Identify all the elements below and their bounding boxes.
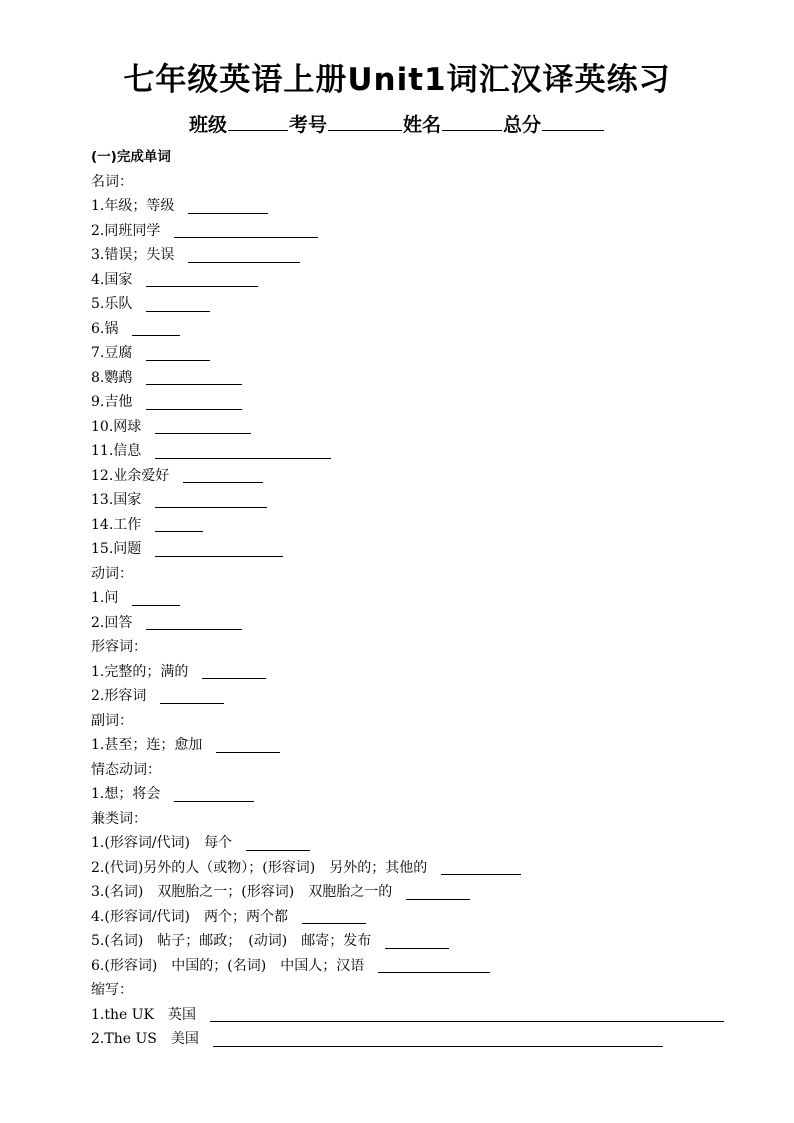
- exercise-item: [91, 733, 751, 758]
- answer-blank[interactable]: [202, 664, 266, 679]
- item-text: 4.国家: [91, 271, 133, 288]
- exercise-item: [91, 219, 751, 244]
- answer-blank[interactable]: [302, 909, 366, 924]
- exercise-item: [91, 243, 751, 268]
- exercise-item: [91, 341, 751, 366]
- answer-blank[interactable]: [155, 419, 251, 434]
- exercise-item: [91, 611, 751, 636]
- item-text: 10.网球: [91, 418, 142, 435]
- answer-blank[interactable]: [146, 297, 210, 312]
- score-blank[interactable]: [542, 110, 604, 131]
- exercise-item: [91, 831, 751, 856]
- answer-blank[interactable]: [155, 542, 283, 557]
- exercise-item: [91, 905, 751, 930]
- exercise-item: [91, 1003, 751, 1028]
- category-label: [91, 758, 751, 783]
- item-text: 8.鹦鹉: [91, 369, 133, 386]
- item-text: 名词：: [91, 173, 133, 190]
- answer-blank[interactable]: [160, 689, 224, 704]
- item-text: 2.形容词: [91, 688, 147, 704]
- item-text: 1.the UK 英国: [91, 1006, 196, 1023]
- category-label: [91, 635, 751, 660]
- answer-blank[interactable]: [132, 591, 180, 606]
- category-label: [91, 807, 751, 832]
- answer-blank[interactable]: [146, 395, 242, 410]
- exercise-item: [91, 194, 751, 219]
- exercise-item: [91, 586, 751, 611]
- answer-blank[interactable]: [385, 934, 449, 949]
- item-text: 2.The US 美国: [91, 1031, 199, 1047]
- answer-blank[interactable]: [146, 346, 210, 361]
- exercise-list: [91, 145, 751, 1052]
- category-label: [91, 709, 751, 734]
- item-text: 4.(形容词/代词) 两个；两个都: [91, 908, 288, 925]
- name-blank[interactable]: [442, 110, 502, 131]
- category-label: [91, 562, 751, 587]
- exercise-item: [91, 880, 751, 905]
- item-text: 2.同班同学: [91, 222, 161, 239]
- item-text: 13.国家: [91, 492, 142, 508]
- exercise-item: [91, 390, 751, 415]
- exercise-item: [91, 954, 751, 979]
- exercise-item: [91, 684, 751, 709]
- item-text: 1.问: [91, 590, 119, 606]
- item-text: 动词：: [91, 565, 133, 582]
- answer-blank[interactable]: [146, 370, 242, 385]
- answer-blank[interactable]: [155, 493, 267, 508]
- exercise-item: [91, 929, 751, 954]
- class-label: 班级: [188, 114, 227, 136]
- answer-blank[interactable]: [441, 860, 521, 875]
- item-text: 9.吉他: [91, 394, 133, 410]
- item-text: 兼类词：: [91, 810, 147, 827]
- answer-blank[interactable]: [378, 958, 490, 973]
- answer-blank[interactable]: [406, 885, 470, 900]
- answer-blank[interactable]: [188, 199, 268, 214]
- answer-blank[interactable]: [183, 468, 263, 483]
- exercise-item: [91, 439, 751, 464]
- exercise-item: [91, 415, 751, 440]
- item-text: 1.甚至；连；愈加: [91, 737, 203, 753]
- item-text: 7.豆腐: [91, 345, 133, 361]
- item-text: 15.问题: [91, 541, 142, 557]
- exercise-item: [91, 513, 751, 538]
- item-text: 5.乐队: [91, 296, 133, 312]
- answer-blank[interactable]: [155, 517, 203, 532]
- answer-blank[interactable]: [146, 272, 258, 287]
- item-text: 12.业余爱好: [91, 467, 170, 484]
- number-label: 考号: [288, 114, 327, 136]
- class-blank[interactable]: [228, 110, 288, 131]
- item-text: 2.(代词)另外的人（或物）；(形容词) 另外的；其他的: [91, 859, 428, 876]
- item-text: 2.回答: [91, 614, 133, 631]
- exercise-item: [91, 1027, 751, 1052]
- answer-blank[interactable]: [155, 444, 331, 459]
- item-text: 3.(名词) 双胞胎之一；(形容词) 双胞胎之一的: [91, 884, 393, 900]
- name-label: 姓名: [403, 114, 442, 136]
- number-blank[interactable]: [328, 110, 402, 131]
- item-text: 情态动词：: [91, 761, 161, 778]
- item-text: 副词：: [91, 712, 133, 729]
- item-text: 11.信息: [91, 443, 142, 459]
- exercise-item: [91, 366, 751, 391]
- item-text: 1.想；将会: [91, 786, 161, 802]
- answer-blank[interactable]: [213, 1032, 663, 1047]
- exercise-item: [91, 292, 751, 317]
- item-text: 3.错误；失误: [91, 247, 175, 263]
- exercise-item: [91, 537, 751, 562]
- answer-blank[interactable]: [174, 223, 318, 238]
- exercise-item: [91, 856, 751, 881]
- answer-blank[interactable]: [146, 615, 242, 630]
- item-text: 形容词：: [91, 639, 147, 655]
- item-text: 6.(形容词) 中国的；(名词) 中国人；汉语: [91, 957, 365, 974]
- item-text: 缩写：: [91, 982, 133, 998]
- item-text: 1.完整的；满的: [91, 663, 189, 680]
- exercise-item: [91, 660, 751, 685]
- answer-blank[interactable]: [246, 836, 310, 851]
- exercise-item: [91, 488, 751, 513]
- student-info-line: [0, 110, 794, 139]
- section-heading: (一)完成单词: [91, 149, 171, 165]
- answer-blank[interactable]: [132, 321, 180, 336]
- item-text: 14.工作: [91, 516, 142, 533]
- answer-blank[interactable]: [216, 738, 280, 753]
- exercise-item: [91, 268, 751, 293]
- item-text: 5.(名词) 帖子；邮政； (动词) 邮寄；发布: [91, 933, 372, 949]
- exercise-item: [91, 782, 751, 807]
- category-label: [91, 978, 751, 1003]
- answer-blank[interactable]: [174, 787, 254, 802]
- score-label: 总分: [503, 114, 542, 136]
- item-text: 1.年级；等级: [91, 198, 175, 214]
- exercise-item: [91, 317, 751, 342]
- item-text: 6.锅: [91, 320, 119, 337]
- item-text: 1.(形容词/代词) 每个: [91, 835, 232, 851]
- answer-blank[interactable]: [210, 1007, 724, 1022]
- exercise-item: [91, 464, 751, 489]
- page-title: 七年级英语上册Unit1词汇汉译英练习: [123, 62, 671, 98]
- answer-blank[interactable]: [188, 248, 300, 263]
- category-label: [91, 170, 751, 195]
